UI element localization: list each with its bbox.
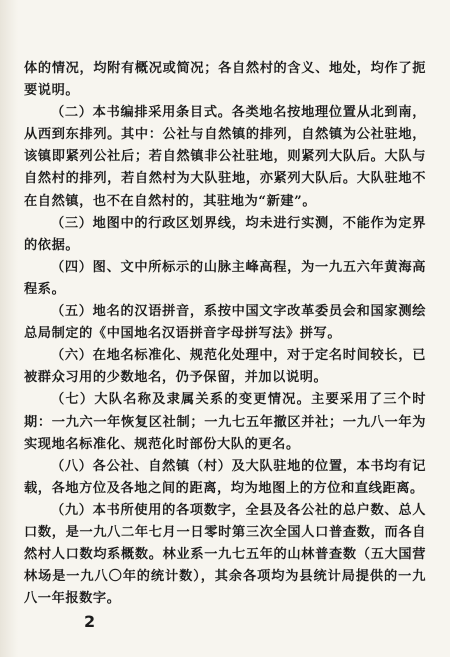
paragraph-5: （五）地名的汉语拼音，系按中国文字改革委员会和国家测绘总局制定的《中国地名汉语拼音字母拼写法》拼写。 xyxy=(24,304,426,342)
body-text xyxy=(24,58,426,610)
paragraph-2: （二）本书编排采用条目式。各类地名按地理位置从北到南，从西到东排列。其中：公社与自然镇的排列，自然镇为公社驻地，该镇即紧列公社后；若自然镇非公社驻地，则紧列大队后。大队与自然村的排列，若自然村为大队驻地，亦紧列大队后。大队驻地不在自然镇，也不在自然村的，其驻地为“新建”。 xyxy=(24,105,426,209)
paragraph-3: （三）地图中的行政区划界线，均未进行实测，不能作为定界的依据。 xyxy=(24,215,426,253)
paragraph-6: （六）在地名标准化、规范化处理中，对于定名时间较长，已被群众习用的少数地名，仍予保留，并加以说明。 xyxy=(24,348,426,386)
paragraph-7: （七）大队名称及隶属关系的变更情况。主要采用了三个时期：一九六一年恢复区社制；一九七五年撤区并社；一九八一年为实现地名标准化、规范化时部份大队的更名。 xyxy=(24,392,426,452)
paragraph-8: （八）各公社、自然镇（村）及大队驻地的位置，本书均有记载，各地方位及各地之间的距离，均为地图上的方位和直线距离。 xyxy=(24,458,426,496)
paragraph-4: （四）图、文中所标示的山脉主峰高程，为一九五六年黄海高程系。 xyxy=(24,259,426,297)
page-number: 2 xyxy=(84,612,96,631)
paragraph-9: （九）本书所使用的各项数字，全县及各公社的总户数、总人口数，是一九八二年七月一日零时第三次全国人口普查数，而各自然村人口数均系概数。林业系一九七五年的山林普查数（五大国营林场是一九八〇年的统计数），其余各项均为县统计局提供的一九八一年报数字。 xyxy=(24,502,426,607)
paragraph-1: 体的情况，均附有概况或简况；各自然村的含义、地处，均作了扼要说明。 xyxy=(24,61,426,99)
